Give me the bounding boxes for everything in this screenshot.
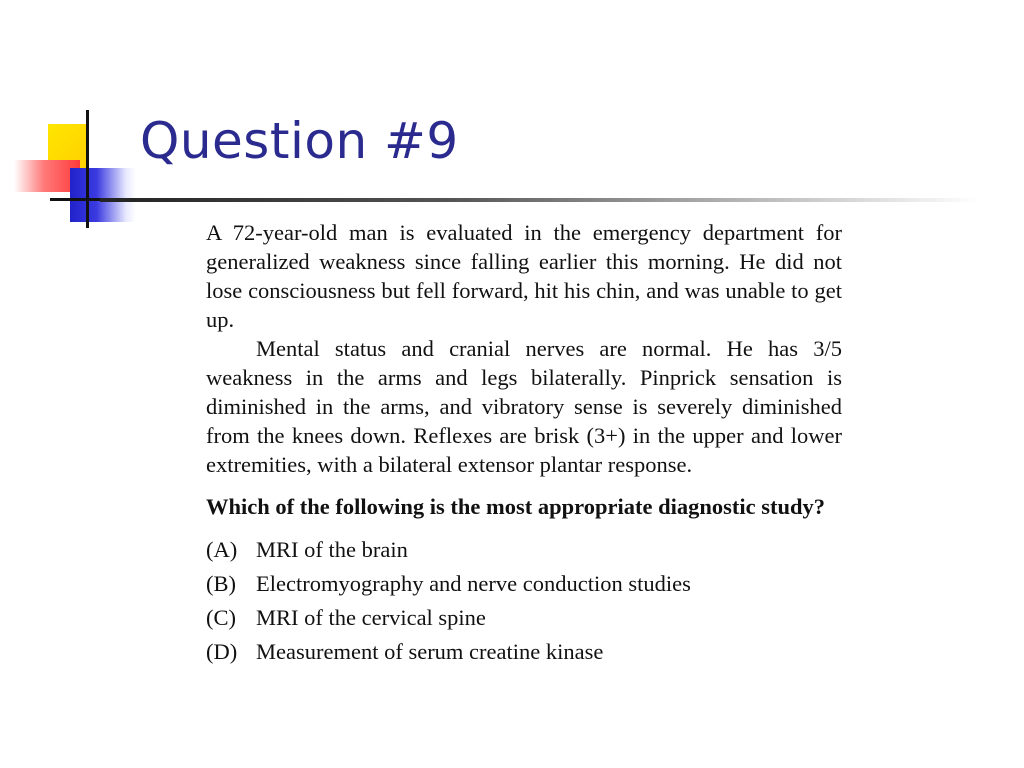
option-letter: (A): [206, 537, 238, 562]
case-paragraph-2: Mental status and cranial nerves are normal. He has 3/5 weakness in the arms and legs bilaterally. Pinprick sensation is diminished in the arms, and vibratory sense is severely diminished from the knees down. Reflexes are brisk (3+) in the upper and lower extremities, with a bilateral extensor plantar response.: [206, 336, 842, 477]
decorative-vertical-line: [86, 110, 89, 228]
title-underline-rule: [100, 198, 980, 202]
option-letter: (B): [206, 571, 236, 596]
decorative-horizontal-line: [50, 198, 102, 201]
answer-option-d: [206, 637, 842, 671]
answer-option-c: [206, 603, 842, 637]
option-text: MRI of the cervical spine: [256, 605, 486, 630]
option-text: Electromyography and nerve conduction studies: [256, 571, 691, 596]
option-text: MRI of the brain: [256, 537, 408, 562]
answer-option-a: [206, 535, 842, 569]
question-stem: Which of the following is the most appropriate diagnostic study?: [206, 494, 826, 519]
slide-title: Question #9: [140, 112, 459, 170]
option-text: Measurement of serum creatine kinase: [256, 639, 604, 664]
option-letter: (D): [206, 639, 238, 664]
case-paragraph-1: A 72-year-old man is evaluated in the emergency department for generalized weakness since falling earlier this morning. He did not lose consciousness but fell forward, hit his chin, and was unable to get up.: [206, 220, 842, 332]
answer-option-b: [206, 569, 842, 603]
question-block: [206, 218, 842, 671]
answer-options: [206, 535, 842, 671]
decorative-blue-square: [70, 168, 136, 222]
option-letter: (C): [206, 605, 236, 630]
